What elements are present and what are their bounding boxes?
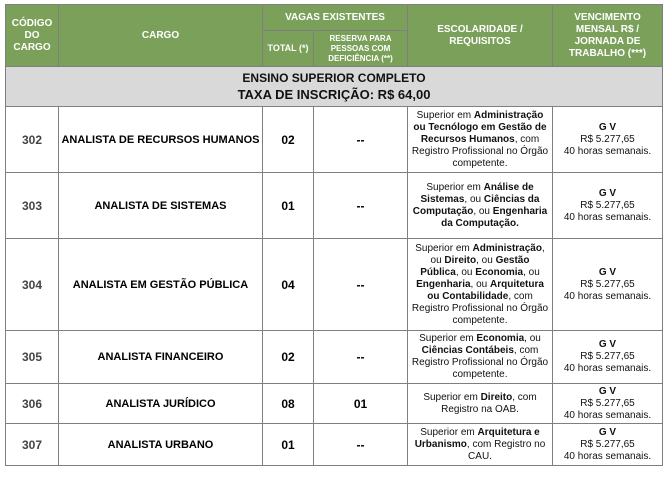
requirement-emphasis: Arquitetura ou Contabilidade (427, 278, 544, 302)
requirement-text: , ou (523, 266, 540, 278)
job-code: 305 (6, 331, 59, 384)
section-row (6, 67, 663, 107)
vagas-total: 04 (263, 239, 314, 331)
salary-cell (553, 424, 663, 466)
work-hours: 40 horas semanais. (563, 363, 652, 374)
job-positions-table (5, 4, 663, 466)
vagas-reserva: 01 (314, 384, 408, 424)
header-vagas: VAGAS EXISTENTES (263, 5, 408, 31)
salary-cell (553, 384, 663, 424)
header-total: TOTAL (*) (263, 31, 314, 67)
job-title: ANALISTA DE SISTEMAS (59, 173, 263, 239)
requirement-text: Superior em (419, 333, 477, 344)
job-code: 303 (6, 173, 59, 239)
salary-grade: G V (598, 187, 617, 199)
next-row-edge (5, 472, 662, 479)
requirements (408, 173, 553, 239)
work-hours: 40 horas semanais. (563, 450, 652, 462)
work-hours: 40 horas semanais. (563, 145, 652, 157)
section-cell (6, 67, 663, 107)
requirement-emphasis: Ciências Contábeis (421, 345, 514, 356)
header-cargo: CARGO (59, 5, 263, 67)
requirement-text: Superior em (415, 242, 473, 254)
requirement-emphasis: Engenharia (416, 278, 471, 290)
salary-amount: R$ 5.277,65 (580, 351, 635, 362)
job-title: ANALISTA EM GESTÃO PÚBLICA (59, 239, 263, 331)
requirement-text: , ou (476, 254, 496, 266)
requirement-emphasis: Economia (475, 266, 524, 278)
work-hours: 40 horas semanais. (563, 211, 652, 223)
vagas-total: 01 (263, 173, 314, 239)
table-row (6, 331, 663, 384)
header-escolaridade: ESCOLARIDADE / REQUISITOS (408, 5, 553, 67)
requirement-text: , ou (473, 205, 493, 217)
salary-cell (553, 239, 663, 331)
header-vencimento: VENCIMENTO MENSAL R$ / JORNADA DE TRABALHO (***) (553, 5, 663, 67)
header-codigo: CÓDIGO DO CARGO (6, 5, 59, 67)
requirements (408, 424, 553, 466)
vagas-reserva: -- (314, 107, 408, 173)
requirement-emphasis: Ciências da Computação (412, 193, 540, 217)
requirement-emphasis: Análise de Sistemas (420, 181, 534, 205)
requirements (408, 107, 553, 173)
salary-cell (553, 331, 663, 384)
salary-grade: G V (598, 121, 617, 133)
salary-grade: G V (598, 385, 617, 397)
vagas-reserva: -- (314, 424, 408, 466)
salary-grade: G V (598, 426, 617, 438)
salary-amount: R$ 5.277,65 (580, 397, 635, 409)
table-row (6, 384, 663, 424)
requirement-emphasis: Engenharia da Computação. (441, 205, 548, 229)
salary-amount: R$ 5.277,65 (580, 438, 635, 450)
requirement-emphasis: Administração ou Tecnólogo em Gestão de Recursos Humanos (413, 109, 547, 145)
requirement-text: , com Registro no CAU. (466, 438, 546, 462)
table-row (6, 107, 663, 173)
work-hours: 40 horas semanais. (563, 409, 652, 421)
job-code: 304 (6, 239, 59, 331)
requirement-text: , ou (455, 266, 476, 278)
job-code: 302 (6, 107, 59, 173)
requirement-emphasis: Economia (476, 333, 525, 344)
requirement-emphasis: Administração (472, 242, 542, 254)
table-row (6, 239, 663, 331)
requirement-emphasis: Arquitetura e Urbanismo (414, 426, 540, 450)
requirement-text: , ou (470, 278, 491, 290)
salary-cell (553, 173, 663, 239)
vagas-total: 02 (263, 107, 314, 173)
requirement-text: Superior em (416, 109, 474, 121)
vagas-reserva: -- (314, 331, 408, 384)
requirement-text: , com Registro Profissional no Órgão competente. (411, 345, 549, 380)
requirements (408, 239, 553, 331)
requirements (408, 384, 553, 424)
vagas-total: 02 (263, 331, 314, 384)
salary-amount: R$ 5.277,65 (580, 278, 635, 290)
vagas-reserva: -- (314, 239, 408, 331)
vagas-total: 01 (263, 424, 314, 466)
requirement-text: , com Registro na OAB. (441, 391, 537, 415)
table-row (6, 173, 663, 239)
vagas-total: 08 (263, 384, 314, 424)
job-code: 307 (6, 424, 59, 466)
header-reserva: RESERVA PARA PESSOAS COM DEFICIÊNCIA (**) (314, 31, 408, 67)
salary-grade: G V (598, 266, 617, 278)
job-code: 306 (6, 384, 59, 424)
requirement-emphasis: Direito (444, 254, 477, 266)
work-hours: 40 horas semanais. (563, 290, 652, 302)
requirement-text: , ou (524, 333, 541, 344)
requirement-text: , ou (430, 242, 545, 266)
table-row (6, 424, 663, 466)
vagas-reserva: -- (314, 173, 408, 239)
salary-amount: R$ 5.277,65 (580, 133, 635, 145)
requirement-text: , com Registro Profissional no Órgão competente. (411, 290, 549, 326)
requirements (408, 331, 553, 384)
salary-cell (553, 107, 663, 173)
job-title: ANALISTA URBANO (59, 424, 263, 466)
requirement-text: Superior em (420, 426, 478, 438)
requirement-emphasis: Direito (480, 391, 513, 403)
requirement-text: , ou (464, 193, 484, 205)
requirement-text: , com Registro Profissional no Órgão competente. (411, 133, 549, 169)
job-title: ANALISTA JURÍDICO (59, 384, 263, 424)
requirement-text: Superior em (426, 181, 484, 193)
salary-amount: R$ 5.277,65 (580, 199, 635, 211)
section-title: ENSINO SUPERIOR COMPLETO (242, 71, 426, 85)
section-fee: TAXA DE INSCRIÇÃO: R$ 64,00 (237, 87, 431, 102)
requirement-text: Superior em (423, 391, 481, 403)
job-title: ANALISTA FINANCEIRO (59, 331, 263, 384)
requirement-emphasis: Gestão Pública (420, 254, 530, 278)
job-title: ANALISTA DE RECURSOS HUMANOS (59, 107, 263, 173)
salary-grade: G V (598, 339, 617, 350)
